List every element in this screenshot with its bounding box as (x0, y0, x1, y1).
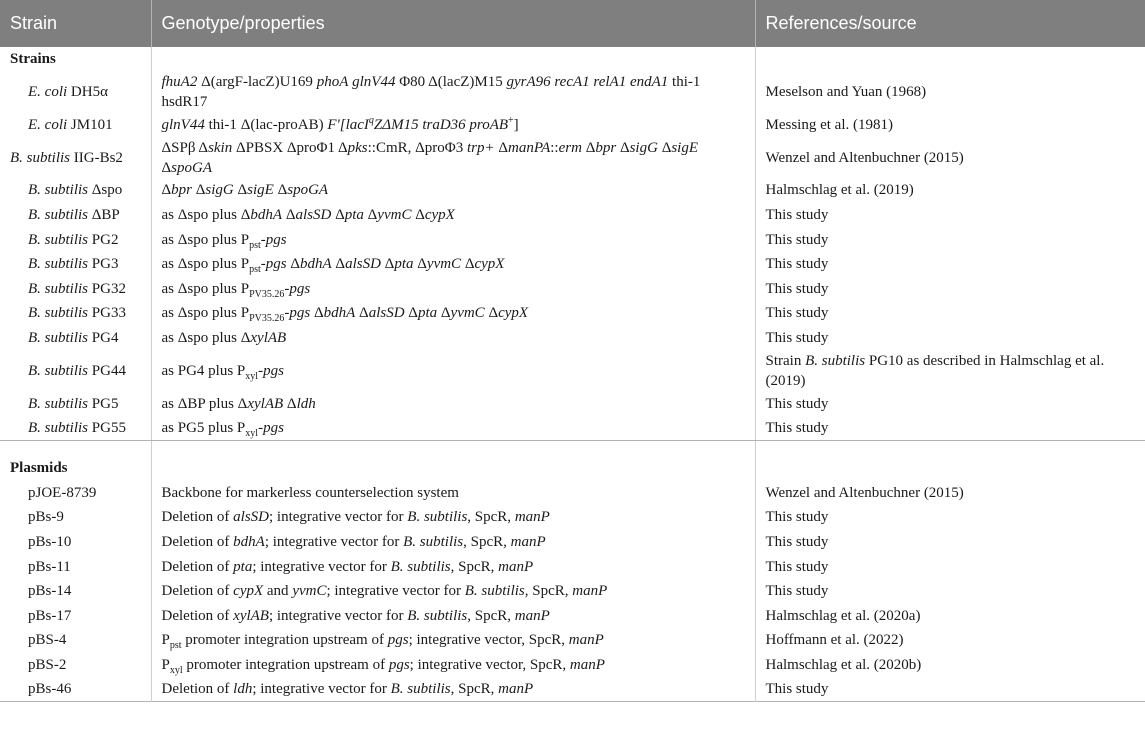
strain-cell: B. subtilis PG4 (0, 326, 151, 351)
reference-cell: This study (765, 207, 829, 224)
strain-cell: B. subtilis PG55 (0, 416, 151, 441)
header-genotype: Genotype/properties (151, 0, 755, 47)
reference-cell: This study (765, 280, 829, 297)
table-row (0, 554, 1145, 579)
table-row (0, 277, 1145, 302)
reference-cell: This study (765, 558, 829, 575)
reference-cell: Wenzel and Altenbuchner (2015) (765, 149, 964, 166)
strain-cell: B. subtilis PG32 (0, 277, 151, 302)
reference-cell: This study (765, 256, 829, 273)
reference-cell: This study (755, 416, 1145, 441)
reference-cell: Halmschlag et al. (2019) (765, 182, 914, 199)
table-header-row (0, 0, 1145, 47)
genotype-cell: as Δspo plus $P_{PV35.26}$-pgs (151, 277, 755, 302)
reference-cell: This study (765, 231, 829, 248)
genotype-cell: as ΔBP plus ΔxylAB Δldh (151, 391, 755, 416)
genotype-cell: as PG4 plus $P_{xyl}$-pgs (151, 350, 755, 391)
description-cell: $P_{pst}$ promoter integration upstream of pgs; integrative vector, SpcR, manP (151, 628, 755, 653)
table-row (0, 530, 1145, 555)
table-row (0, 326, 1145, 351)
table-row (0, 203, 1145, 228)
section-label-strains: Strains (0, 47, 151, 72)
plasmid-cell: pBS-2 (0, 653, 151, 678)
reference-cell: This study (765, 534, 829, 551)
genotype-cell: ΔSPβ Δskin ΔPBSX ΔproΦ1 Δpks::CmR, ΔproΦ3 trp+ ΔmanPA::erm Δbpr ΔsigG ΔsigE ΔspoGA (151, 137, 755, 178)
table-row (0, 653, 1145, 678)
description-cell: Deletion of ldh; integrative vector for B. subtilis, SpcR, manP (151, 677, 755, 702)
plasmid-cell: pBs-14 (0, 579, 151, 604)
genotype-cell: as PG5 plus $P_{xyl}$-pgs (151, 416, 755, 441)
reference-cell: Halmschlag et al. (2020a) (765, 607, 921, 624)
description-cell: Deletion of alsSD; integrative vector for B. subtilis, SpcR, manP (151, 505, 755, 530)
table-row (0, 481, 1145, 506)
genotype-cell: fhuA2 Δ(argF-lacZ)U169 phoA glnV44 Φ80 Δ(lacZ)M15 gyrA96 recA1 relA1 endA1 thi-1 hsdR17 (151, 72, 755, 113)
description-cell: Deletion of bdhA; integrative vector for B. subtilis, SpcR, manP (151, 530, 755, 555)
header-strain: Strain (0, 0, 151, 47)
strain-cell: B. subtilis IIG-Bs2 (0, 137, 151, 178)
genotype-cell: as Δspo plus ΔxylAB (151, 326, 755, 351)
strain-cell: B. subtilis PG2 (0, 227, 151, 252)
strain-cell: B. subtilis PG5 (0, 391, 151, 416)
description-cell: Deletion of xylAB; integrative vector for B. subtilis, SpcR, manP (151, 604, 755, 629)
reference-cell: Strain B. subtilis PG10 as described in Halmschlag et al. (2019) (765, 352, 1105, 389)
section-row-plasmids (0, 441, 1145, 481)
section-label-plasmids: Plasmids (0, 441, 151, 481)
reference-cell: This study (765, 330, 829, 347)
genotype-cell: as Δspo plus $P_{pst}$-pgs (151, 227, 755, 252)
plasmid-cell: pBs-10 (0, 530, 151, 555)
genotype-cell: as Δspo plus ΔbdhA ΔalsSD Δpta ΔyvmC ΔcypX (151, 203, 755, 228)
plasmid-cell: pBs-11 (0, 554, 151, 579)
table-row (0, 137, 1145, 178)
reference-cell: Meselson and Yuan (1968) (765, 84, 927, 101)
table-row (0, 113, 1145, 138)
header-references: References/source (765, 13, 917, 33)
table-row (0, 227, 1145, 252)
reference-cell: Messing et al. (1981) (765, 116, 893, 133)
strain-cell: E. coli DH5α (0, 72, 151, 113)
table-row (0, 416, 1145, 441)
strain-cell: B. subtilis PG33 (0, 301, 151, 326)
table-row (0, 604, 1145, 629)
table-row (0, 579, 1145, 604)
genotype-cell: as Δspo plus $P_{PV35.26}$-pgs ΔbdhA ΔalsSD Δpta ΔyvmC ΔcypX (151, 301, 755, 326)
plasmid-cell: pBS-4 (0, 628, 151, 653)
plasmid-cell: pBs-9 (0, 505, 151, 530)
strain-cell: B. subtilis PG3 (0, 252, 151, 277)
description-cell: $P_{xyl}$ promoter integration upstream of pgs; integrative vector, SpcR, manP (151, 653, 755, 678)
genotype-cell: as Δspo plus $P_{pst}$-pgs ΔbdhA ΔalsSD Δpta ΔyvmC ΔcypX (151, 252, 755, 277)
plasmid-cell: pJOE-8739 (0, 481, 151, 506)
reference-cell: This study (765, 681, 829, 698)
plasmid-cell: pBs-17 (0, 604, 151, 629)
table-row (0, 72, 1145, 113)
plasmid-cell: pBs-46 (0, 677, 151, 702)
strain-cell: B. subtilis ΔBP (0, 203, 151, 228)
table-row (0, 252, 1145, 277)
strain-cell: B. subtilis PG44 (0, 350, 151, 391)
section-row-strains (0, 47, 1145, 72)
table-row (0, 677, 1145, 702)
strain-cell: E. coli JM101 (0, 113, 151, 138)
reference-cell: Halmschlag et al. (2020b) (765, 656, 922, 673)
table-row (0, 178, 1145, 203)
table-row (0, 391, 1145, 416)
table-row (0, 350, 1145, 391)
description-cell: Deletion of cypX and yvmC; integrative vector for B. subtilis, SpcR, manP (151, 579, 755, 604)
reference-cell: This study (765, 509, 829, 526)
reference-cell: This study (765, 583, 829, 600)
description-cell: Backbone for markerless counterselection system (151, 481, 755, 506)
genotype-cell: glnV44 thi-1 Δ(lac-proAB) F'[lacI$^q$ZΔM15 traD36 proAB+] (151, 113, 755, 138)
reference-cell: Wenzel and Altenbuchner (2015) (765, 484, 964, 501)
reference-cell: This study (765, 305, 829, 322)
description-cell: Deletion of pta; integrative vector for B. subtilis, SpcR, manP (151, 554, 755, 579)
reference-cell: This study (765, 395, 829, 412)
strain-cell: B. subtilis Δspo (0, 178, 151, 203)
table-row (0, 301, 1145, 326)
reference-cell: Hoffmann et al. (2022) (765, 632, 904, 649)
table-row (0, 505, 1145, 530)
genotype-cell: Δbpr ΔsigG ΔsigE ΔspoGA (151, 178, 755, 203)
table-row (0, 628, 1145, 653)
